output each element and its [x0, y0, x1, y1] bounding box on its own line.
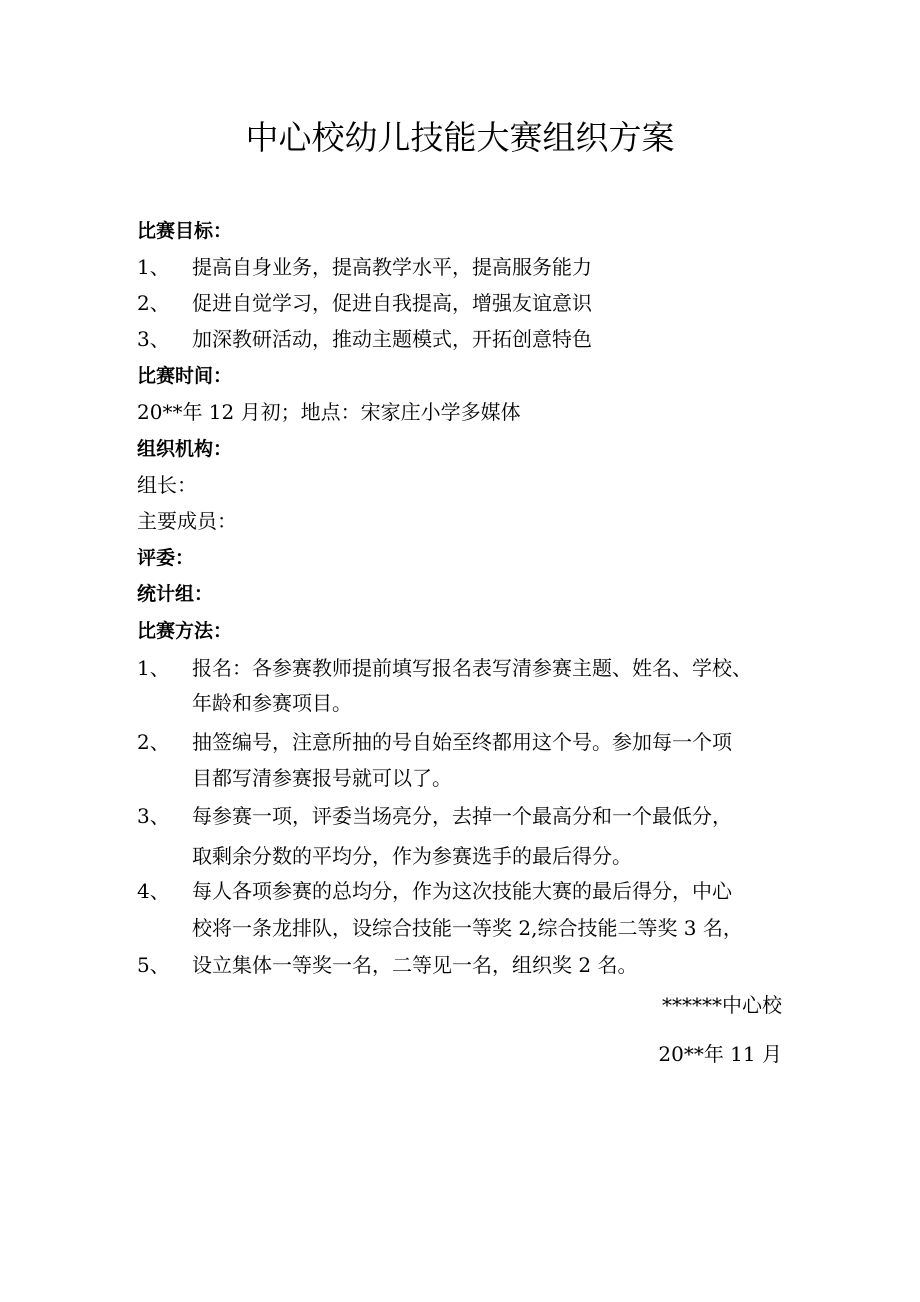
goal-number: 2、	[137, 291, 170, 315]
time-heading: 比赛时间：	[137, 365, 233, 387]
method-text-line1: 每参赛一项，评委当场亮分，去掉一个最高分和一个最低分，	[192, 804, 732, 828]
judges-heading: 评委：	[137, 547, 195, 569]
method-text-line1: 报名：各参赛教师提前填写报名表写清参赛主题、姓名、学校、	[192, 656, 752, 680]
method-text-line2: 年龄和参赛项目。	[192, 691, 352, 715]
method-number: 3、	[137, 804, 170, 828]
stats-heading: 统计组：	[137, 583, 214, 605]
goal-text: 促进自觉学习，促进自我提高，增强友谊意识	[192, 291, 592, 315]
leader-label: 组长：	[137, 473, 197, 497]
time-location-text: 20**年 12 月初；地点：宋家庄小学多媒体	[137, 400, 521, 424]
goal-text: 加深教研活动，推动主题模式，开拓创意特色	[192, 327, 592, 351]
method-text-line2: 校将一条龙排队，设综合技能一等奖 2,综合技能二等奖 3 名，	[192, 916, 743, 940]
method-text-line1: 设立集体一等奖一名，二等见一名，组织奖 2 名。	[192, 953, 638, 977]
method-number: 2、	[137, 730, 170, 754]
goal-number: 3、	[137, 327, 170, 351]
goal-number: 1、	[137, 255, 170, 279]
method-text-line1: 每人各项参赛的总均分，作为这次技能大赛的最后得分，中心	[192, 879, 732, 903]
method-number: 1、	[137, 656, 170, 680]
signature-date: 20**年 11 月	[658, 1042, 782, 1066]
goal-text: 提高自身业务，提高教学水平，提高服务能力	[192, 255, 592, 279]
signature-org: ******中心校	[662, 993, 782, 1017]
method-heading: 比赛方法：	[137, 620, 233, 642]
method-number: 4、	[137, 879, 170, 903]
page-title: 中心校幼儿技能大赛组织方案	[245, 118, 675, 157]
members-label: 主要成员：	[137, 509, 237, 533]
org-heading: 组织机构：	[137, 438, 233, 460]
method-text-line1: 抽签编号，注意所抽的号自始至终都用这个号。参加每一个项	[192, 730, 732, 754]
method-text-line2: 目都写清参赛报号就可以了。	[192, 766, 452, 790]
method-text-line2: 取剩余分数的平均分，作为参赛选手的最后得分。	[192, 844, 632, 868]
goals-heading: 比赛目标：	[137, 220, 233, 242]
method-number: 5、	[137, 953, 170, 977]
